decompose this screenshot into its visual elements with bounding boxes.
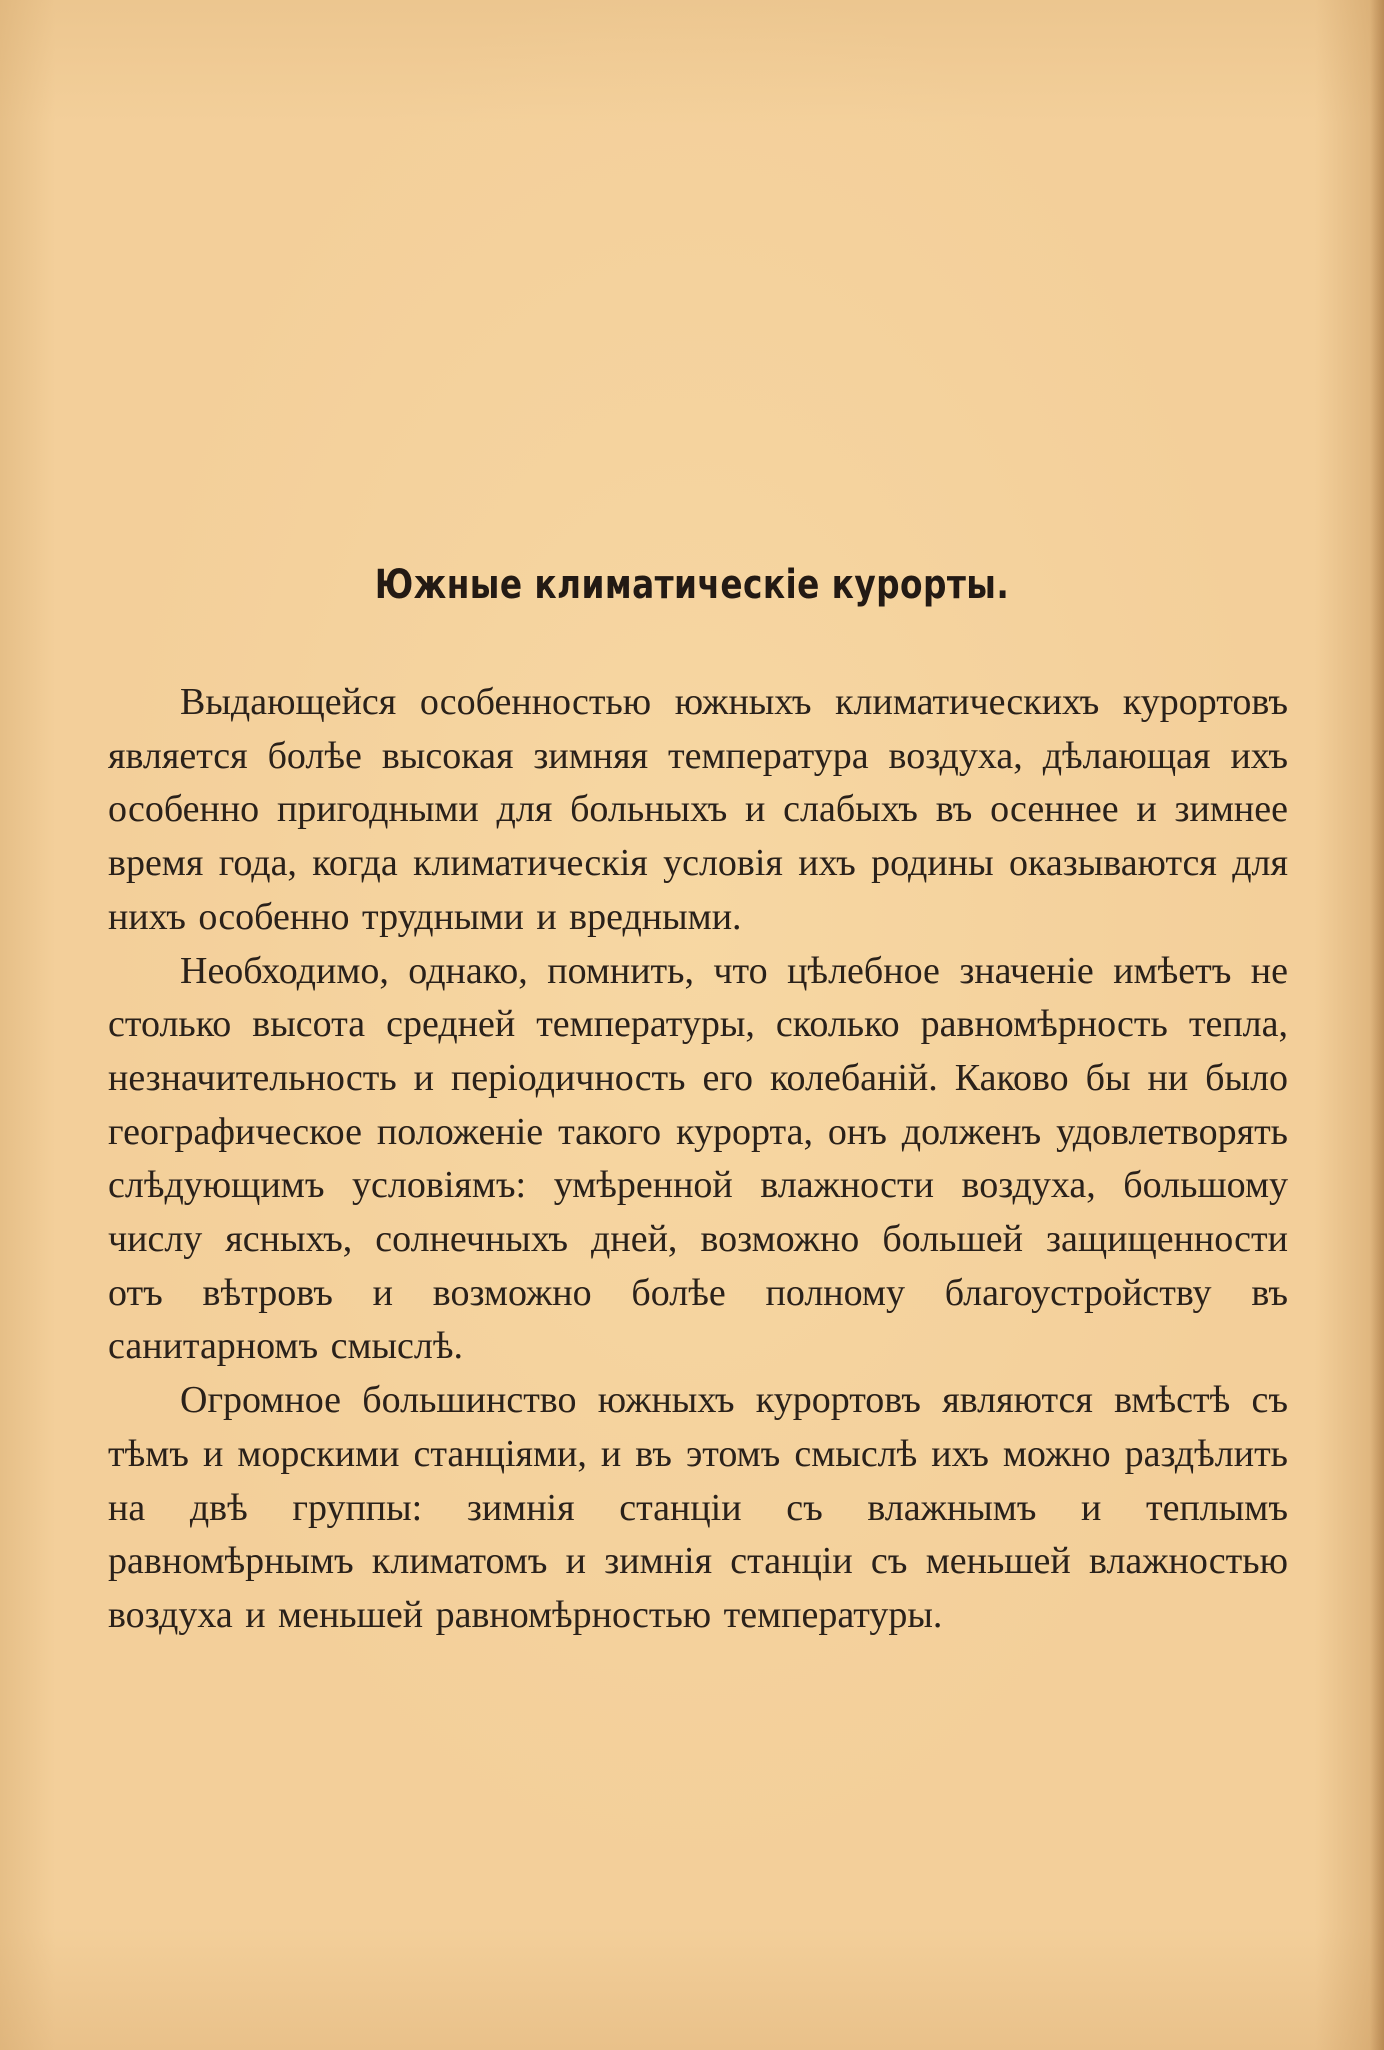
page-title: Южные климатическiе курорты. bbox=[374, 562, 1010, 608]
paragraph-2: Необходимо, однако, помнить, что цѣлебное значенiе имѣетъ не столько высота средней температуры, сколько равномѣрность тепла, незначительность и перiодичность его колебанiй. Каково бы ни было географическое положенiе такого курорта, онъ долженъ удовлетворять слѣдующимъ условiямъ: умѣренной влажности воздуха, большому числу ясныхъ, солнечныхъ дней, возможно большей защищенности отъ вѣтровъ и возможно болѣе полному благоустройству въ санитарномъ смыслѣ. bbox=[108, 949, 1288, 1368]
paragraph-1: Выдающейся особенностью южныхъ климатическихъ курортовъ является болѣе высокая зимняя температура воздуха, дѣлающая ихъ особенно пригодными для больныхъ и слабыхъ въ осеннее и зимнее время года, когда климатическiя условiя ихъ родины оказываются для нихъ особенно трудными и вредными. bbox=[108, 681, 1288, 938]
page-edge-shadow bbox=[1370, 0, 1384, 2050]
body-text bbox=[108, 676, 1288, 1643]
paragraph-3: Огромное большинство южныхъ курортовъ являются вмѣстѣ съ тѣмъ и морскими станцiями, и въ этомъ смыслѣ ихъ можно раздѣлить на двѣ группы: зимнiя станцiи съ влажнымъ и теплымъ равномѣрнымъ климатомъ и зимнiя станцiи съ меньшей влажностью воздуха и меньшей равномѣрностью температуры. bbox=[108, 1379, 1288, 1636]
